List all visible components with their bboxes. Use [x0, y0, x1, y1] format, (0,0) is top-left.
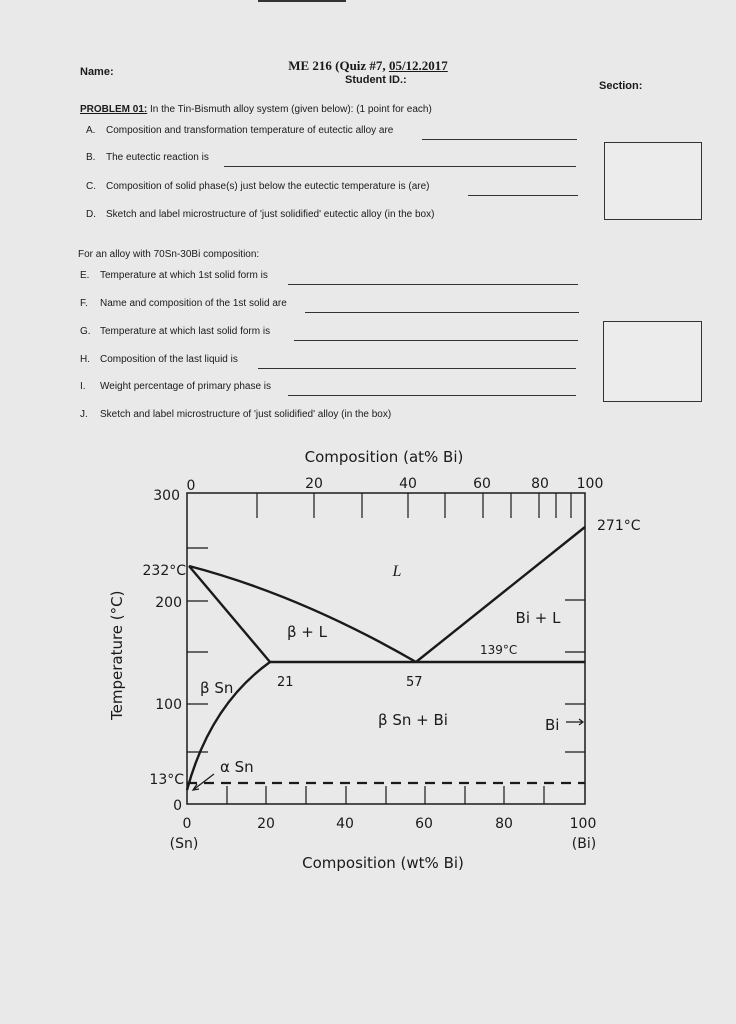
name-label: Name:	[80, 66, 114, 78]
top-axis-label: Composition (at% Bi)	[304, 448, 464, 466]
x-tick-label: 100	[569, 816, 597, 832]
x-axis-label: Composition (wt% Bi)	[302, 854, 464, 872]
top-tick-label: 100	[576, 476, 604, 492]
sn-melt-label: 232°C	[142, 563, 186, 579]
problem-heading: PROBLEM 01:	[80, 104, 148, 115]
course-title: ME 216 (Quiz #7, 05/12.2017	[288, 58, 448, 73]
bi-melt-label: 271°C	[597, 518, 641, 534]
bi-arrow	[566, 719, 583, 725]
x-tick-label: 80	[495, 816, 513, 832]
right-tick-marks	[565, 600, 585, 752]
y-tick-label: 200	[155, 595, 182, 611]
bottom-tick-marks	[227, 786, 544, 804]
x-tick-label: 20	[257, 816, 275, 832]
eutectic-comp-label: 57	[406, 675, 423, 690]
x-tick-label: 40	[336, 816, 354, 832]
x-end-label-bi: (Bi)	[571, 836, 597, 852]
alloy-intro: For an alloy with 70Sn-30Bi composition:	[78, 249, 260, 260]
region-beta-bi: β Sn + Bi	[378, 711, 448, 729]
x-end-label-sn: (Sn)	[169, 836, 199, 852]
region-bi-l: Bi + L	[515, 609, 561, 627]
problem-statement: PROBLEM 01: In the Tin-Bismuth alloy system (given below): (1 point for each)	[80, 104, 432, 115]
top-tick-label: 80	[531, 476, 549, 492]
allotropic-temp-label: 13°C	[149, 772, 184, 788]
liquidus-right	[416, 527, 585, 662]
x-tick-label: 60	[415, 816, 433, 832]
left-tick-marks	[187, 548, 208, 752]
region-liquid: L	[392, 563, 402, 580]
liquidus-left	[189, 566, 416, 662]
y-tick-label: 100	[155, 697, 182, 713]
student-id-label: Student ID.:	[345, 74, 407, 86]
region-beta-sn: β Sn	[200, 679, 234, 697]
y-tick-label: 0	[173, 798, 182, 814]
x-tick-label: 0	[182, 816, 192, 832]
solvus-comp-label: 21	[277, 675, 294, 690]
top-tick-label: 40	[399, 476, 417, 492]
eutectic-temp-label: 139°C	[480, 643, 518, 657]
plot-frame	[187, 493, 585, 804]
section-label: Section:	[599, 80, 643, 92]
quiz-date: 05/12.2017	[388, 58, 448, 73]
solidus-left	[189, 566, 270, 662]
region-bi: Bi	[545, 716, 560, 734]
region-beta-l: β + L	[286, 623, 328, 641]
top-tick-label: 0	[186, 478, 196, 494]
top-tick-label: 60	[473, 476, 491, 492]
y-axis-label: Temperature (°C)	[108, 590, 126, 720]
solvus-curve	[187, 662, 270, 790]
top-tick-marks	[257, 493, 571, 518]
y-tick-label: 300	[153, 488, 180, 504]
region-alpha-sn: α Sn	[220, 758, 254, 776]
top-tick-label: 20	[305, 476, 323, 492]
